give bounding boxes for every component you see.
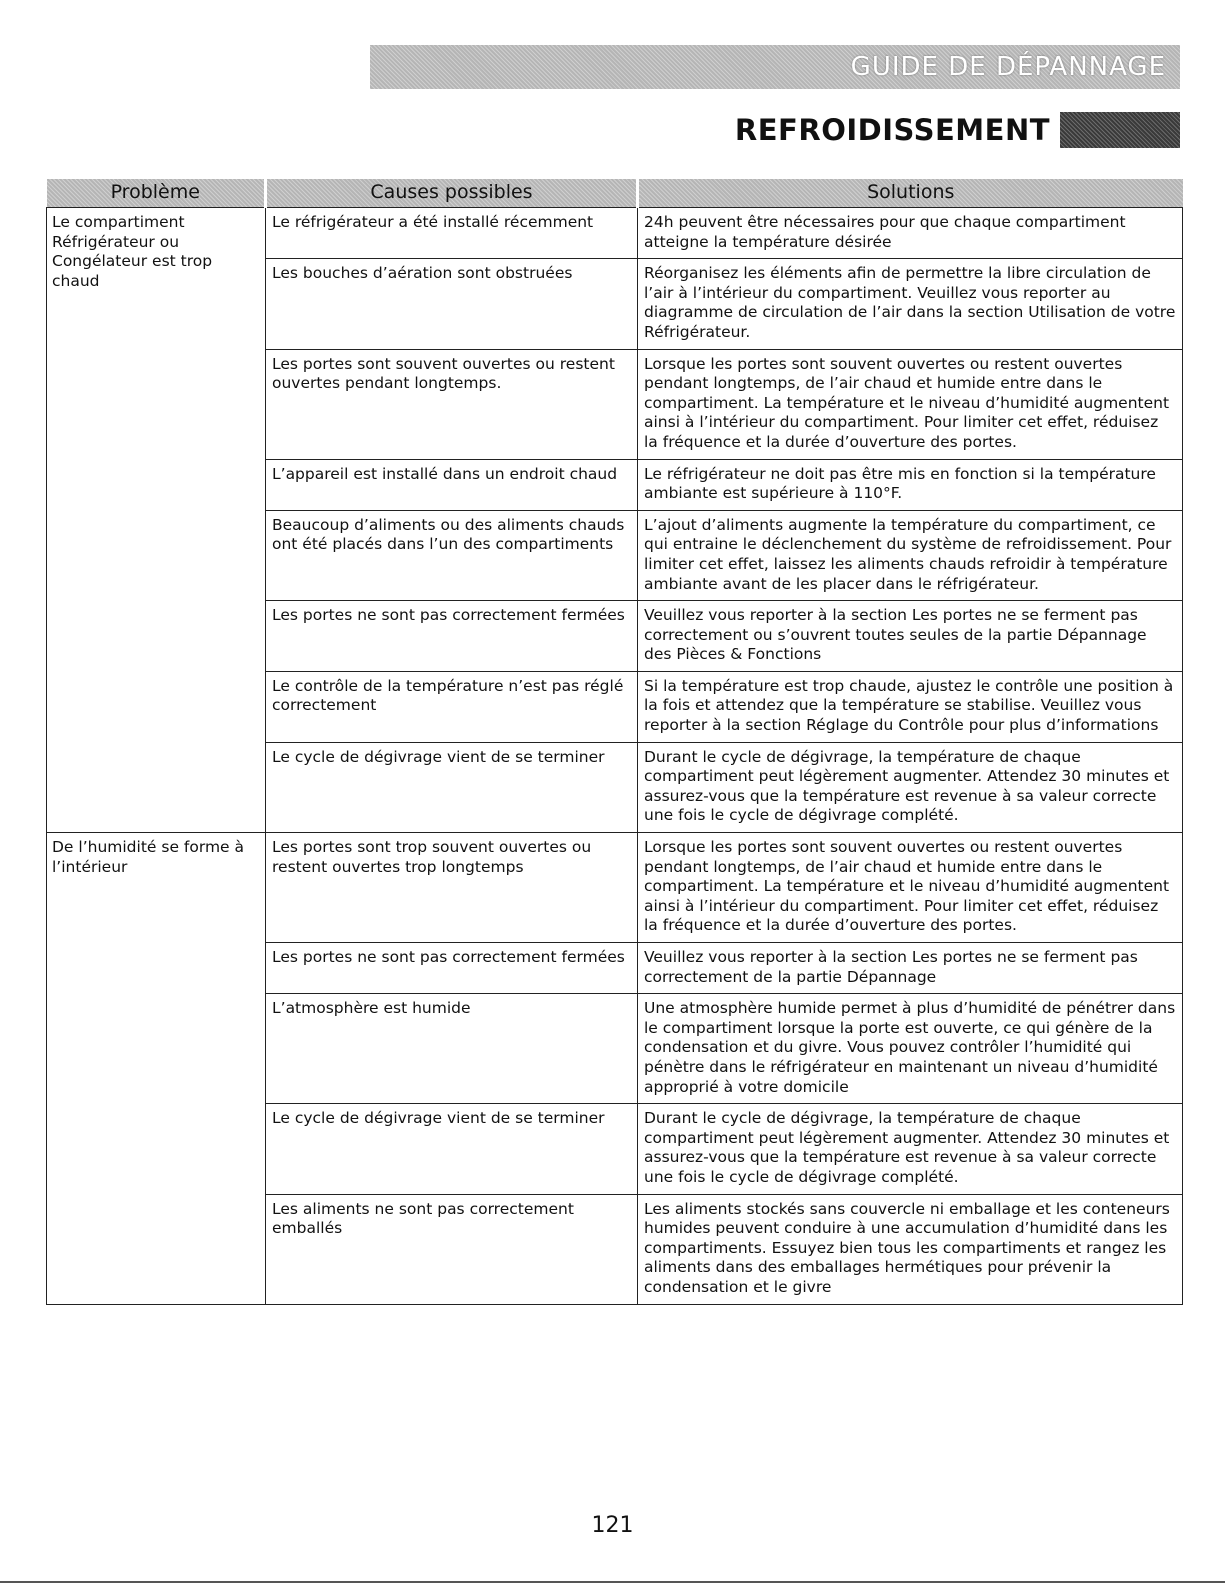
cause-cell: Les portes ne sont pas correctement fermées bbox=[266, 943, 638, 994]
cause-cell: Le cycle de dégivrage vient de se terminer bbox=[266, 742, 638, 832]
cause-cell: Les portes sont trop souvent ouvertes ou restent ouvertes trop longtemps bbox=[266, 833, 638, 943]
solution-cell: Une atmosphère humide permet à plus d’humidité de pénétrer dans le compartiment lorsque la porte est ouverte, ce qui génère de la condensation et du givre. Vous pouvez contrôler l’humidité qui pénètre dans le réfrigérateur en maintenant un niveau d’humidité approprié à votre domicile bbox=[638, 994, 1183, 1104]
table-body bbox=[47, 208, 1183, 1305]
cause-cell: Les portes sont souvent ouvertes ou restent ouvertes pendant longtemps. bbox=[266, 349, 638, 459]
cause-cell: Les bouches d’aération sont obstruées bbox=[266, 259, 638, 349]
guide-title: GUIDE DE DÉPANNAGE bbox=[850, 52, 1166, 82]
cause-cell: Le contrôle de la température n’est pas réglé correctement bbox=[266, 671, 638, 742]
solution-cell: Veuillez vous reporter à la section Les portes ne se ferment pas correctement ou s’ouvrent toutes seules de la partie Dépannage des Pièces & Fonctions bbox=[638, 601, 1183, 672]
guide-banner bbox=[370, 45, 1180, 89]
solution-cell: Les aliments stockés sans couvercle ni emballage et les conteneurs humides peuvent conduire à une accumulation d’humidité dans les compartiments. Essuyez bien tous les compartiments et rangez les aliments dans des emballages hermétiques pour prévenir la condensation et le givre bbox=[638, 1194, 1183, 1304]
solution-cell: Veuillez vous reporter à la section Les portes ne se ferment pas correctement de la partie Dépannage bbox=[638, 943, 1183, 994]
solution-cell: Durant le cycle de dégivrage, la température de chaque compartiment peut légèrement augmenter. Attendez 30 minutes et assurez-vous que la température est revenue à sa valeur correcte une fois le cycle de dégivrage complété. bbox=[638, 742, 1183, 832]
solution-cell: L’ajout d’aliments augmente la température du compartiment, ce qui entraine le déclenchement du système de refroidissement. Pour limiter cet effet, laissez les aliments chauds refroidir à température ambiante avant de les placer dans le réfrigérateur. bbox=[638, 510, 1183, 600]
cause-cell: Le cycle de dégivrage vient de se terminer bbox=[266, 1104, 638, 1194]
solution-cell: Le réfrigérateur ne doit pas être mis en fonction si la température ambiante est supérieure à 110°F. bbox=[638, 459, 1183, 510]
column-header-problem: Problème bbox=[47, 179, 266, 208]
section-title: REFROIDISSEMENT bbox=[734, 113, 1050, 147]
column-header-solutions: Solutions bbox=[638, 179, 1183, 208]
table-row bbox=[47, 208, 1183, 259]
page-number: 121 bbox=[591, 1513, 634, 1538]
solution-cell: Réorganisez les éléments afin de permettre la libre circulation de l’air à l’intérieur du compartiment. Veuillez vous reporter au diagramme de circulation de l’air dans la section Utilisation de votre Réfrigérateur. bbox=[638, 259, 1183, 349]
cause-cell: L’appareil est installé dans un endroit chaud bbox=[266, 459, 638, 510]
section-marker bbox=[1060, 112, 1180, 148]
cause-cell: L’atmosphère est humide bbox=[266, 994, 638, 1104]
column-header-causes: Causes possibles bbox=[266, 179, 638, 208]
table-row bbox=[47, 833, 1183, 943]
bottom-rule bbox=[0, 1581, 1225, 1583]
troubleshooting-table bbox=[46, 179, 1183, 1305]
solution-cell: Lorsque les portes sont souvent ouvertes ou restent ouvertes pendant longtemps, de l’air chaud et humide entre dans le compartiment. La température et le niveau d’humidité augmentent ainsi à l’intérieur du compartiment. Pour limiter cet effet, réduisez la fréquence et la durée d’ouverture des portes. bbox=[638, 349, 1183, 459]
cause-cell: Le réfrigérateur a été installé récemment bbox=[266, 208, 638, 259]
problem-cell: De l’humidité se forme à l’intérieur bbox=[47, 833, 266, 1304]
solution-cell: 24h peuvent être nécessaires pour que chaque compartiment atteigne la température désirée bbox=[638, 208, 1183, 259]
table-header-row bbox=[47, 179, 1183, 208]
cause-cell: Les aliments ne sont pas correctement emballés bbox=[266, 1194, 638, 1304]
section-header bbox=[735, 112, 1180, 148]
cause-cell: Les portes ne sont pas correctement fermées bbox=[266, 601, 638, 672]
solution-cell: Durant le cycle de dégivrage, la température de chaque compartiment peut légèrement augmenter. Attendez 30 minutes et assurez-vous que la température est revenue à sa valeur correcte une fois le cycle de dégivrage complété. bbox=[638, 1104, 1183, 1194]
cause-cell: Beaucoup d’aliments ou des aliments chauds ont été placés dans l’un des compartiments bbox=[266, 510, 638, 600]
solution-cell: Si la température est trop chaude, ajustez le contrôle une position à la fois et attendez que la température se stabilise. Veuillez vous reporter à la section Réglage du Contrôle pour plus d’informations bbox=[638, 671, 1183, 742]
solution-cell: Lorsque les portes sont souvent ouvertes ou restent ouvertes pendant longtemps, de l’air chaud et humide entre dans le compartiment. La température et le niveau d’humidité augmentent ainsi à l’intérieur du compartiment. Pour limiter cet effet, réduisez la fréquence et la durée d’ouverture des portes. bbox=[638, 833, 1183, 943]
problem-cell: Le compartiment Réfrigérateur ou Congélateur est trop chaud bbox=[47, 208, 266, 833]
